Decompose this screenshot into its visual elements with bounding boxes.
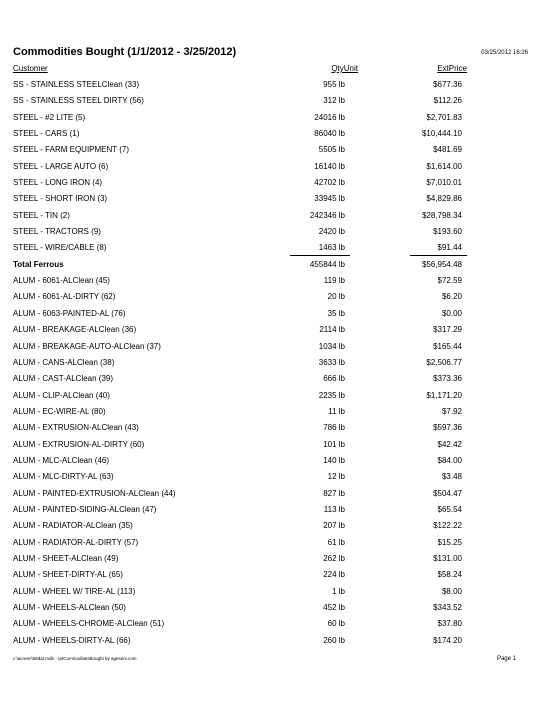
table-row — [0, 224, 542, 240]
qty-cell: 1034 lb — [318, 341, 345, 351]
qty-cell: 1463 lb — [318, 243, 345, 253]
ext-price-cell: $174.20 — [433, 635, 462, 645]
ext-price-cell: $37.80 — [437, 619, 462, 629]
table-row — [0, 404, 542, 420]
ext-price-cell: $2,506.77 — [426, 357, 462, 367]
qty-cell: 11 lb — [328, 406, 345, 416]
ext-price-cell: $4,829.86 — [426, 194, 462, 204]
table-row — [0, 453, 542, 469]
qty-cell: 60 lb — [327, 619, 345, 629]
ext-price-cell: $56,954.48 — [421, 259, 462, 269]
column-header-customer: Customer — [13, 64, 48, 73]
customer-cell: STEEL - LARGE AUTO (6) — [13, 161, 109, 171]
qty-cell: 955 lb — [323, 80, 345, 89]
qty-cell: 113 lb — [323, 504, 345, 514]
table-row — [0, 600, 542, 616]
customer-cell: ALUM - PAINTED-SIDING-ALClean (47) — [13, 504, 157, 514]
qty-cell: 452 lb — [323, 603, 345, 612]
table-row — [0, 584, 542, 600]
table-row — [0, 371, 542, 387]
customer-cell: ALUM - MLC-ALClean (46) — [13, 455, 110, 465]
ext-price-cell: $6.20 — [441, 292, 462, 302]
ext-price-cell: $193.60 — [433, 227, 462, 237]
customer-cell: STEEL - CARS (1) — [13, 129, 80, 139]
column-header-qty-unit: QtyUnit — [331, 64, 358, 73]
table-row — [0, 289, 542, 305]
qty-cell: 42702 lb — [314, 178, 345, 188]
qty-cell: 242346 lb — [309, 210, 345, 220]
ext-price-cell: $0.00 — [441, 308, 462, 318]
ext-price-cell: $1,171.20 — [426, 390, 462, 400]
customer-cell: ALUM - CAST-ALClean (39) — [13, 374, 114, 384]
total-row — [0, 257, 542, 273]
qty-cell: 140 lb — [323, 455, 345, 465]
table-row — [0, 191, 542, 207]
ext-price-cell: $131.00 — [433, 553, 462, 563]
customer-cell: Total Ferrous — [13, 259, 64, 269]
ext-price-cell: $122.22 — [433, 521, 462, 531]
ext-price-cell: $72.59 — [437, 276, 462, 286]
qty-cell: 3633 lb — [318, 357, 345, 367]
qty-cell: 35 lb — [327, 308, 345, 318]
customer-cell: ALUM - CLIP-ALClean (40) — [13, 390, 110, 400]
qty-cell: 119 lb — [323, 276, 345, 286]
table-row — [0, 633, 542, 649]
qty-cell: 827 lb — [323, 488, 345, 498]
table-row — [0, 355, 542, 371]
customer-cell: ALUM - SHEET-DIRTY-AL (65) — [13, 570, 123, 580]
qty-cell: 207 lb — [323, 521, 345, 531]
table-row — [0, 551, 542, 567]
ext-price-cell: $112.26 — [433, 96, 462, 106]
customer-cell: STEEL - SHORT IRON (3) — [13, 194, 108, 204]
customer-cell: ALUM - WHEEL W/ TIRE-AL (113) — [13, 586, 136, 596]
customer-cell: ALUM - BREAKAGE-AUTO-ALClean (37) — [13, 341, 161, 351]
customer-cell: ALUM - WHEELS-ALClean (50) — [13, 603, 126, 612]
report-title: Commodities Bought (1/1/2012 - 3/25/2012) — [13, 46, 237, 58]
table-row — [0, 77, 542, 93]
table-row — [0, 110, 542, 126]
ext-price-cell: $10,444.10 — [421, 129, 462, 139]
ext-price-cell: $91.44 — [437, 243, 462, 253]
customer-cell: ALUM - SHEET-ALClean (49) — [13, 553, 119, 563]
ext-price-cell: $2,701.83 — [426, 112, 462, 122]
table-row — [0, 322, 542, 338]
customer-cell: ALUM - WHEELS-DIRTY-AL (66) — [13, 635, 131, 645]
ext-price-cell: $677.36 — [433, 80, 462, 89]
table-row — [0, 175, 542, 191]
table-row — [0, 469, 542, 485]
ext-price-cell: $7,010.01 — [426, 178, 462, 188]
ext-price-cell: $343.52 — [433, 603, 462, 612]
customer-cell: ALUM - EXTRUSION-AL-DIRTY (60) — [13, 439, 145, 449]
table-row — [0, 567, 542, 583]
ext-price-cell: $84.00 — [437, 455, 462, 465]
qty-cell: 786 lb — [323, 423, 345, 433]
ext-price-cell: $15.25 — [437, 537, 462, 547]
qty-cell: 24016 lb — [314, 112, 345, 122]
ext-price-cell: $28,798.34 — [421, 210, 462, 220]
ext-price-cell: $504.47 — [433, 488, 462, 498]
customer-cell: STEEL - WIRE/CABLE (8) — [13, 243, 107, 253]
ext-price-cell: $317.29 — [433, 325, 462, 335]
qty-cell: 86040 lb — [314, 129, 345, 139]
table-row — [0, 93, 542, 109]
table-row — [0, 142, 542, 158]
page-number: Page 1 — [496, 656, 516, 662]
qty-cell: 260 lb — [323, 635, 345, 645]
customer-cell: ALUM - BREAKAGE-ALClean (36) — [13, 325, 137, 335]
customer-cell: STEEL - TIN (2) — [13, 210, 70, 220]
qty-cell: 12 lb — [327, 472, 345, 482]
customer-cell: ALUM - RADIATOR-ALClean (35) — [13, 521, 133, 531]
qty-cell: 455844 lb — [309, 259, 345, 269]
ext-price-cell: $58.24 — [437, 570, 462, 580]
ext-price-cell: $597.36 — [433, 423, 462, 433]
commodities-table — [0, 77, 542, 649]
qty-cell: 666 lb — [323, 374, 345, 384]
qty-cell: 101 lb — [323, 439, 345, 449]
qty-cell: 2114 lb — [319, 325, 345, 335]
customer-cell: STEEL - FARM EQUIPMENT (7) — [13, 145, 130, 155]
table-row — [0, 306, 542, 322]
ext-price-cell: $373.36 — [433, 374, 462, 384]
column-header-ext-price: ExtPrice — [437, 64, 467, 73]
customer-cell: ALUM - PAINTED-EXTRUSION-ALClean (44) — [13, 488, 176, 498]
qty-cell: 2235 lb — [318, 390, 345, 400]
table-row — [0, 420, 542, 436]
ext-price-cell: $8.00 — [441, 586, 462, 596]
table-row — [0, 486, 542, 502]
customer-cell: ALUM - CANS-ALClean (38) — [13, 357, 115, 367]
table-row — [0, 388, 542, 404]
qty-cell: 16140 lb — [314, 161, 345, 171]
customer-cell: ALUM - 6063-PAINTED-AL (76) — [13, 308, 126, 318]
table-row — [0, 208, 542, 224]
table-row — [0, 126, 542, 142]
qty-cell: 224 lb — [323, 570, 345, 580]
table-row — [0, 616, 542, 632]
qty-cell: 2420 lb — [318, 227, 345, 237]
subtotal-rule-qty — [290, 255, 350, 256]
customer-cell: SS - STAINLESS STEEL DIRTY (56) — [13, 96, 144, 106]
ext-price-cell: $42.42 — [437, 439, 462, 449]
ext-price-cell: $1,614.00 — [426, 161, 462, 171]
table-row — [0, 437, 542, 453]
report-source: c:\acreen\68dat.mdb - rptCommoditiesBought by ageserv.com — [13, 656, 137, 661]
customer-cell: ALUM - MLC-DIRTY-AL (63) — [13, 472, 114, 482]
customer-cell: STEEL - TRACTORS (9) — [13, 227, 101, 237]
qty-cell: 1 lb — [332, 586, 345, 596]
customer-cell: STEEL - LONG IRON (4) — [13, 178, 103, 188]
customer-cell: STEEL - #2 LITE (5) — [13, 112, 86, 122]
table-row — [0, 535, 542, 551]
print-timestamp: 03/25/2012 16:26 — [481, 50, 528, 56]
ext-price-cell: $165.44 — [433, 341, 462, 351]
subtotal-rule-ext — [410, 255, 467, 256]
qty-cell: 61 lb — [327, 537, 345, 547]
customer-cell: ALUM - EXTRUSION-ALClean (43) — [13, 423, 139, 433]
qty-cell: 262 lb — [323, 553, 345, 563]
ext-price-cell: $65.54 — [437, 504, 462, 514]
customer-cell: ALUM - RADIATOR-AL-DIRTY (57) — [13, 537, 139, 547]
qty-cell: 33945 lb — [314, 194, 345, 204]
qty-cell: 312 lb — [323, 96, 345, 106]
table-row — [0, 339, 542, 355]
qty-cell: 5505 lb — [318, 145, 345, 155]
table-row — [0, 159, 542, 175]
customer-cell: ALUM - 6061-ALClean (45) — [13, 276, 110, 286]
table-row — [0, 518, 542, 534]
table-row — [0, 502, 542, 518]
customer-cell: ALUM - 6061-AL-DIRTY (62) — [13, 292, 116, 302]
qty-cell: 20 lb — [327, 292, 345, 302]
ext-price-cell: $3.48 — [441, 472, 462, 482]
customer-cell: SS - STAINLESS STEELClean (33) — [13, 80, 140, 89]
table-row — [0, 273, 542, 289]
customer-cell: ALUM - WHEELS-CHROME-ALClean (51) — [13, 619, 165, 629]
customer-cell: ALUM - EC-WIRE-AL (80) — [13, 406, 106, 416]
ext-price-cell: $7.92 — [441, 406, 462, 416]
ext-price-cell: $481.69 — [433, 145, 462, 155]
